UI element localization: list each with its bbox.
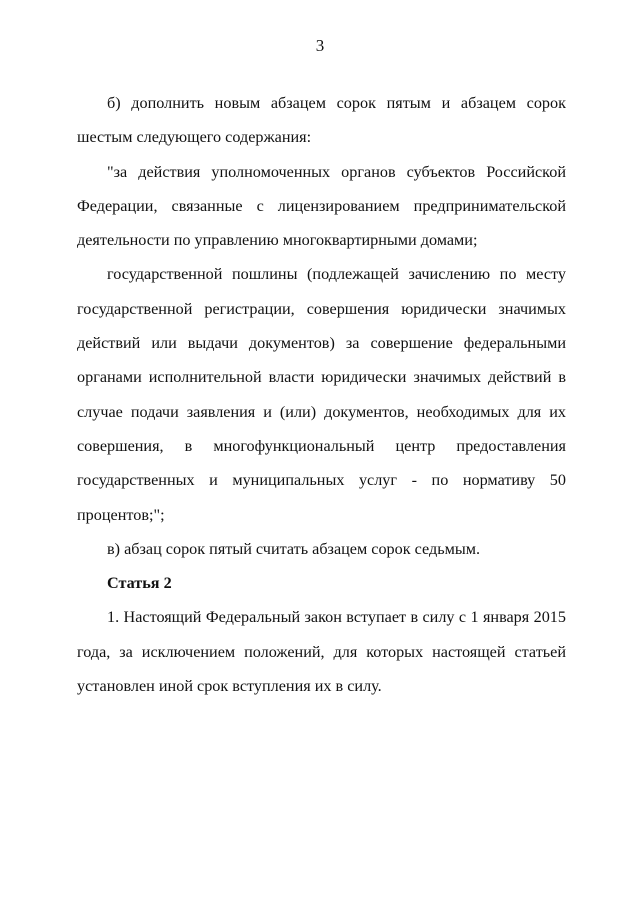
document-body (77, 86, 566, 703)
paragraph-entry-into-force: 1. Настоящий Федеральный закон вступает в силу с 1 января 2015 года, за исключением положений, для которых настоящей статьей установлен иной срок вступления их в силу. (77, 608, 566, 696)
article-heading: Статья 2 (107, 574, 172, 593)
paragraph-quoted-authorities: "за действия уполномоченных органов субъектов Российской Федерации, связанные с лицензированием предпринимательской деятельности по управлению многоквартирными домами; (77, 162, 566, 250)
paragraph-amendment-b: б) дополнить новым абзацем сорок пятым и абзацем сорок шестым следующего содержания: (77, 94, 566, 147)
paragraph-amendment-v: в) абзац сорок пятый считать абзацем сорок седьмым. (107, 539, 481, 558)
page-number: 3 (315, 36, 325, 55)
paragraph-state-duty: государственной пошлины (подлежащей зачислению по месту государственной регистрации, совершения юридически значимых действий или выдачи документов) за совершение федеральными органами исполнительной власти юридически значимых действий в случае подачи заявления и (или) документов, необходимых для их совершения, в многофункциональный центр предоставления государственных и муниципальных услуг - по нормативу 50 процентов;"; (77, 265, 566, 524)
